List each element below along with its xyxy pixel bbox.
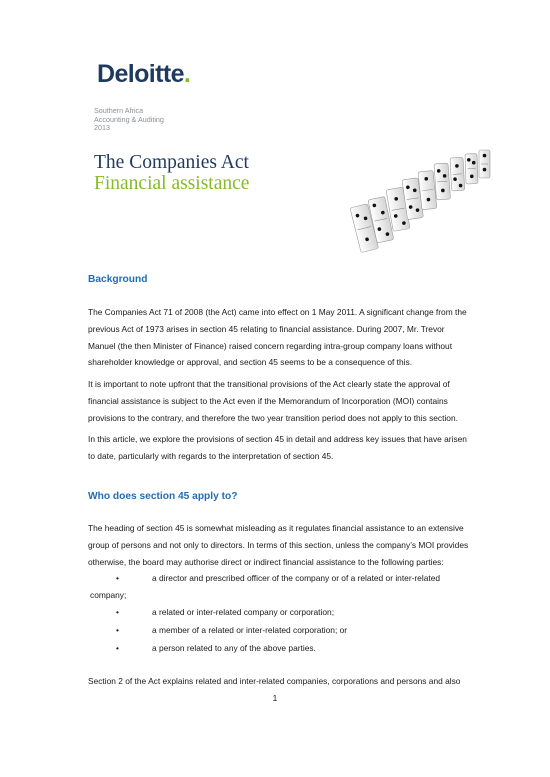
dominoes-illustration xyxy=(300,148,500,276)
background-paragraph-3: In this article, we explore the provisions of section 45 in detail and address key issues that have arisen to date, particularly with regards to the interpretation of section 45. xyxy=(88,434,467,461)
domino-icon xyxy=(450,157,465,191)
bullet: • xyxy=(116,625,119,635)
domino-icon xyxy=(479,150,490,178)
list-item: • a member of a related or inter-related corporation; or xyxy=(120,622,520,639)
who-paragraph-1: The heading of section 45 is somewhat misleading as it regulates financial assistance to an extensive group of persons and not only to directors. In terms of this section, unless the company’s MOI provides otherwise, the board may authorise direct or indirect financial assistance to the following parties: xyxy=(88,523,469,567)
bullet: • xyxy=(116,573,119,583)
document-subtitle: Financial assistance xyxy=(94,173,250,194)
domino-icon xyxy=(465,154,478,184)
background-paragraph-2: It is important to note upfront that the transitional provisions of the Act clearly state the approval of financial assistance is subject to the Act even if the Memorandum of Incorporation (MOI) contains provisions to the contrary, and therefore the two year transition period does not apply to this section. xyxy=(88,379,458,423)
deloitte-logo xyxy=(97,60,190,89)
logo-text: Deloitte xyxy=(97,60,184,88)
list-item: • a director and prescribed officer of the company or of a related or inter-related company; xyxy=(120,570,520,604)
bullet: • xyxy=(116,607,119,617)
domino-icon xyxy=(434,163,450,200)
list-item: • a person related to any of the above parties. xyxy=(120,640,520,657)
page-number: 1 xyxy=(272,693,278,703)
meta-year: 2013 xyxy=(94,123,110,133)
background-paragraph-1: The Companies Act 71 of 2008 (the Act) came into effect on 1 May 2011. A significant change from the previous Act of 1973 arises in section 45 relating to financial assistance. During 2007, Mr. Trevor Manuel (the then Minister of Finance) raised concern regarding intra-group company loans without shareholder knowledge or approval, and section 45 seems to be a consequence of this. xyxy=(88,307,467,368)
document-title: The Companies Act xyxy=(94,152,249,173)
meta-department: Accounting & Auditing xyxy=(94,114,164,124)
bullet: • xyxy=(116,643,119,653)
document-meta xyxy=(94,107,164,133)
logo-dot: . xyxy=(183,60,191,88)
heading-background: Background xyxy=(88,274,148,285)
heading-who-section-45-applies-to: Who does section 45 apply to? xyxy=(88,491,238,502)
meta-region: Southern Africa xyxy=(94,106,144,115)
list-item: • a related or inter-related company or corporation; xyxy=(120,604,520,621)
who-paragraph-2: Section 2 of the Act explains related and inter-related companies, corporations and persons and also xyxy=(88,676,461,686)
